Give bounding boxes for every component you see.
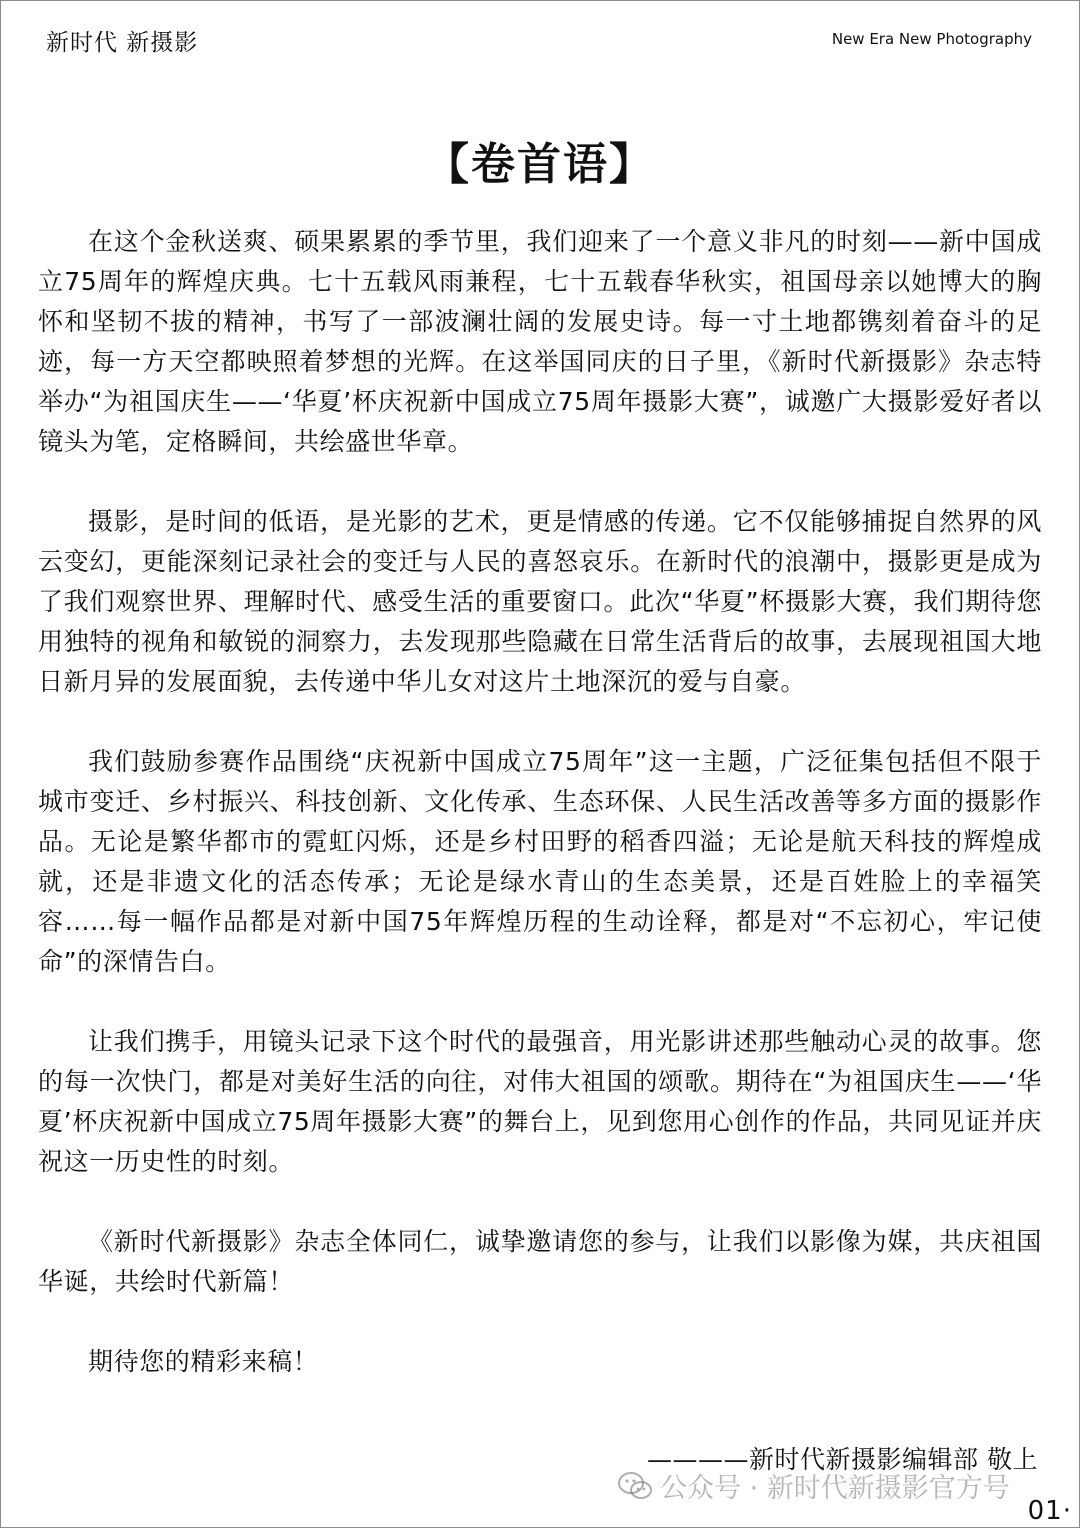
- header-magazine-name: 新时代 新摄影: [46, 30, 199, 56]
- paragraph-2: 摄影，是时间的低语，是光影的艺术，更是情感的传递。它不仅能够捕捉自然界的风云变幻，更能深刻记录社会的变迁与人民的喜怒哀乐。在新时代的浪潮中，摄影更是成为了我们观察世界、理解时代、感受生活的重要窗口。此次“华夏”杯摄影大赛，我们期待您用独特的视角和敏锐的洞察力，去发现那些隐藏在日常生活背后的故事，去展现祖国大地日新月异的发展面貌，去传递中华儿女对这片土地深沉的爱与自豪。: [38, 507, 1042, 696]
- paragraph-1: 在这个金秋送爽、硕果累累的季节里，我们迎来了一个意义非凡的时刻——新中国成立75周年的辉煌庆典。七十五载风雨兼程，七十五载春华秋实，祖国母亲以她博大的胸怀和坚韧不拔的精神，书写了一部波澜壮阔的发展史诗。每一寸土地都镌刻着奋斗的足迹，每一方天空都映照着梦想的光辉。在这举国同庆的日子里，《新时代新摄影》杂志特举办“为祖国庆生——‘华夏’杯庆祝新中国成立75周年摄影大赛”，诚邀广大摄影爱好者以镜头为笔，定格瞬间，共绘盛世华章。: [38, 227, 1042, 456]
- watermark-text: 公众号 · 新时代新摄影官方号: [660, 1473, 1010, 1504]
- article-body: [38, 222, 1042, 1422]
- paragraph-5: 《新时代新摄影》杂志全体同仁，诚挚邀请您的参与，让我们以影像为媒，共庆祖国华诞，共绘时代新篇！: [38, 1227, 1042, 1296]
- watermark: [618, 1466, 1010, 1505]
- signature: ————新时代新摄影编辑部 敬上: [647, 1445, 1038, 1474]
- header-english-name: New Era New Photography: [831, 30, 1032, 48]
- page-title: 【卷首语】: [425, 139, 655, 190]
- page-number: 01·: [1027, 1496, 1072, 1526]
- paragraph-4: 让我们携手，用镜头记录下这个时代的最强音，用光影讲述那些触动心灵的故事。您的每一次快门，都是对美好生活的向往，对伟大祖国的颂歌。期待在“为祖国庆生——‘华夏’杯庆祝新中国成立75周年摄影大赛”的舞台上，见到您用心创作的作品，共同见证并庆祝这一历史性的时刻。: [38, 1027, 1042, 1176]
- paragraph-3: 我们鼓励参赛作品围绕“庆祝新中国成立75周年”这一主题，广泛征集包括但不限于城市变迁、乡村振兴、科技创新、文化传承、生态环保、人民生活改善等多方面的摄影作品。无论是繁华都市的霓虹闪烁，还是乡村田野的稻香四溢；无论是航天科技的辉煌成就，还是非遗文化的活态传承；无论是绿水青山的生态美景，还是百姓脸上的幸福笑容……每一幅作品都是对新中国75年辉煌历程的生动诠释，都是对“不忘初心，牢记使命”的深情告白。: [38, 747, 1042, 976]
- wechat-icon: [618, 1472, 652, 1500]
- paragraph-6: 期待您的精彩来稿！: [88, 1347, 319, 1376]
